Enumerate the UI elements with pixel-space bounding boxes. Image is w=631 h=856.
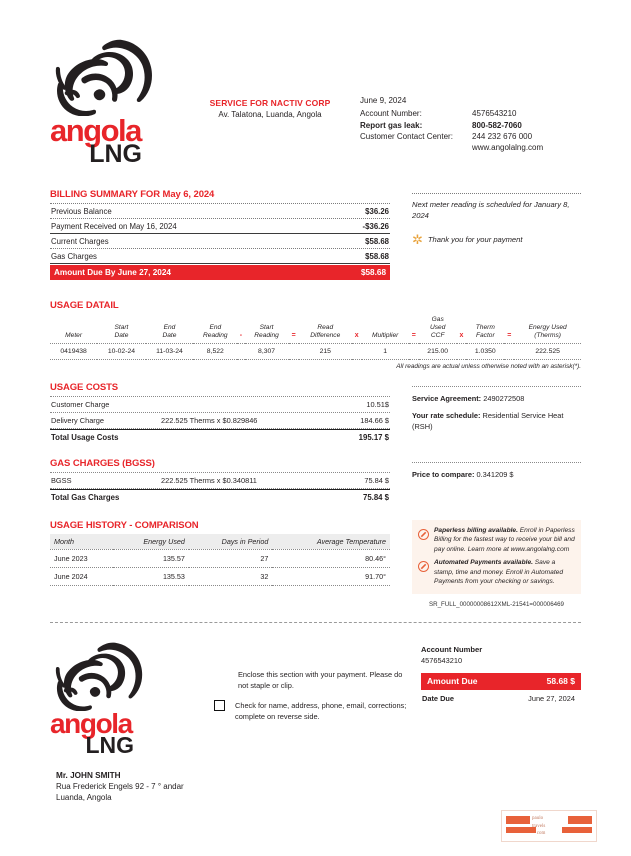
cost-amount: 184.66 $ <box>360 415 389 425</box>
antelope-head-icon <box>50 641 150 711</box>
contact-center-phone: 244 232 676 000 <box>472 132 533 142</box>
rate-schedule-value: Residential Service Heat (RSH) <box>412 410 564 431</box>
gas-charge-amount: 75.84 $ <box>364 475 389 485</box>
watermark-line-2: travels <box>532 823 546 829</box>
star-icon: ✲ <box>412 231 423 247</box>
antelope-head-icon <box>50 38 160 116</box>
cost-label: Delivery Charge <box>51 415 104 425</box>
gas-leak-phone: 800-582-7060 <box>472 120 522 130</box>
brand-logo-top <box>50 38 190 167</box>
col-energy-used: Energy Used <box>113 534 189 550</box>
gas-charges-section <box>50 458 581 505</box>
summary-label: Previous Balance <box>51 206 112 216</box>
op-minus: - <box>239 331 243 339</box>
brand-name-main: angola <box>50 113 141 148</box>
cost-amount: 10.51$ <box>366 399 389 409</box>
summary-amount: $36.26 <box>365 206 389 216</box>
summary-amount: $58.68 <box>365 236 389 246</box>
cell-read-difference: 215 <box>299 343 352 359</box>
cell-energy: 135.57 <box>113 549 189 567</box>
service-agreement-label: Service Agreement: <box>412 393 482 403</box>
table-row <box>50 567 390 585</box>
gas-charge-label: BGSS <box>51 475 72 485</box>
summary-amount: $58.68 <box>365 251 389 261</box>
rate-schedule-label: Your rate schedule: <box>412 410 481 420</box>
gas-leak-label: Report gas leak: <box>360 120 423 130</box>
promotions-block <box>390 520 581 608</box>
payment-stub <box>50 623 581 802</box>
col-start-date: Start Date <box>114 324 129 340</box>
promo-text <box>434 526 575 555</box>
cell-spacer-4 <box>409 343 419 359</box>
stub-instructions <box>200 641 421 802</box>
list-item <box>418 526 575 555</box>
col-end-date: End Date <box>162 324 177 340</box>
website-link[interactable]: www.angolalng.com <box>472 142 544 152</box>
cell-temp: 91.70° <box>272 567 390 585</box>
amount-due-value: $58.68 <box>360 268 386 277</box>
cell-spacer-1 <box>237 343 244 359</box>
gas-leak-row <box>360 120 581 132</box>
notices-block <box>390 189 581 280</box>
gas-charges-total-row <box>50 489 390 505</box>
reference-code: SR_FULL_00000008612XML-21541=000006469 <box>428 600 565 608</box>
bill-header <box>50 0 581 167</box>
col-start-reading: Start Reading <box>254 324 279 340</box>
col-therm-factor: Therm Factor <box>475 324 495 340</box>
next-meter-reading-notice: Next meter reading is scheduled for January 8, 2024 <box>412 200 570 221</box>
summary-label: Current Charges <box>51 236 109 246</box>
corrections-checkbox[interactable] <box>214 700 225 711</box>
table-row <box>50 343 581 359</box>
watermark-text <box>532 815 545 838</box>
usage-detail-title: USAGE DATAIL <box>50 300 119 311</box>
stub-date-due-label: Date Due <box>422 693 455 703</box>
stub-amount-due-label: Amount Due <box>427 676 478 687</box>
cost-desc: 222.525 Therms x $0.829846 <box>161 415 258 425</box>
col-energy-used: Energy Used (Therms) <box>528 324 567 340</box>
cell-therm-factor: 1.0350 <box>466 343 504 359</box>
stub-account-label: Account Number <box>421 644 483 654</box>
usage-detail-table <box>50 314 581 360</box>
gas-charge-desc: 222.525 Therms x $0.340811 <box>161 475 257 485</box>
usage-history-table-wrap <box>50 520 390 608</box>
op-times-2: x <box>459 331 464 339</box>
service-address: Av. Talatona, Luanda, Angola <box>218 110 322 119</box>
price-compare-label: Price to compare: <box>412 469 475 479</box>
account-number-row <box>360 108 581 120</box>
op-times-1: x <box>354 331 359 339</box>
col-meter: Meter <box>65 332 83 340</box>
usage-history-title: USAGE HISTORY - COMPARISON <box>50 519 199 531</box>
cell-days: 32 <box>189 567 272 585</box>
stub-amount-due-value: 58.68 $ <box>546 676 575 687</box>
cell-gas-used-ccf: 215.00 <box>419 343 457 359</box>
amount-due-bar <box>50 265 390 280</box>
gas-charges-table <box>50 458 390 505</box>
usage-history-table <box>50 534 390 586</box>
bill-date: June 9, 2024 <box>360 96 407 105</box>
table-header-row <box>50 314 581 343</box>
thank-you-notice: Thank you for your payment <box>427 234 523 244</box>
billing-summary-table <box>50 189 390 280</box>
cell-start-date: 10-02-24 <box>97 343 145 359</box>
usage-costs-table <box>50 382 390 445</box>
customer-name: Mr. JOHN SMITH <box>56 770 121 780</box>
table-row <box>50 473 390 489</box>
watermark-line-1: paulo <box>532 816 544 821</box>
billing-summary-title: BILLING SUMMARY FOR May 6, 2024 <box>50 189 215 200</box>
service-agreement-block <box>390 382 581 445</box>
col-read-difference: Read Difference <box>310 324 341 340</box>
usage-costs-section <box>50 382 581 445</box>
cell-spacer-3 <box>352 343 362 359</box>
pencil-circle-icon <box>418 526 429 555</box>
op-equals-3: = <box>507 331 512 339</box>
table-row <box>50 249 390 264</box>
price-compare-block <box>390 458 581 505</box>
table-header-row <box>50 534 390 550</box>
col-multiplier: Multiplier <box>371 332 399 340</box>
promo-body: Save a stamp, time and money. Enroll in Automated Payments from your checking or savings. <box>434 559 564 586</box>
cell-month: June 2023 <box>50 549 113 567</box>
col-gas-used-ccf: Gas Used CCF <box>430 316 446 340</box>
cell-spacer-2 <box>289 343 299 359</box>
stub-account-value: 4576543210 <box>421 655 463 665</box>
cell-days: 27 <box>189 549 272 567</box>
promo-body: Enroll in Paperless Billing for the fastest way to receive your bill and pay online. Learn more at www.angolalng.com <box>434 526 575 553</box>
brand-name-sub: LNG <box>89 140 142 168</box>
summary-amount: -$36.26 <box>362 221 389 231</box>
usage-costs-total-row <box>50 429 390 445</box>
brand-wordmark-bottom <box>50 707 200 758</box>
op-equals-1: = <box>291 331 296 339</box>
cell-temp: 80.46° <box>272 549 390 567</box>
cell-energy: 135.53 <box>113 567 189 585</box>
cell-multiplier: 1 <box>362 343 409 359</box>
list-item <box>418 558 575 587</box>
customer-address-line-2: Luanda, Angola <box>56 792 112 802</box>
gas-charges-title: GAS CHARGES (BGSS) <box>50 457 155 469</box>
service-agreement-value: 2490272508 <box>483 393 525 403</box>
stub-amount-due-bar <box>421 673 581 690</box>
brand-name-main: angola <box>50 707 132 739</box>
op-equals-2: = <box>411 331 416 339</box>
brand-wordmark-top <box>50 115 190 167</box>
total-gas-label: Total Gas Charges <box>51 492 120 502</box>
usage-detail-section <box>50 300 581 370</box>
summary-label: Gas Charges <box>51 251 97 261</box>
amount-due-label: Amount Due By June 27, 2024 <box>54 268 171 277</box>
cell-start-reading: 8,307 <box>245 343 289 359</box>
table-row <box>50 549 390 567</box>
contact-center-label: Customer Contact Center: <box>360 132 453 142</box>
usage-history-section <box>50 520 581 608</box>
enclose-note: Enclose this section with your payment. Please do not staple or clip. <box>238 669 403 691</box>
watermark-line-3: com <box>536 831 546 836</box>
usage-costs-title: USAGE COSTS <box>50 381 119 393</box>
table-row <box>50 219 390 234</box>
promo-bold: Paperless billing available. <box>434 526 518 534</box>
corrections-note: Check for name, address, phone, email, corrections; complete on reverse side. <box>235 701 407 722</box>
rate-schedule-row <box>412 410 581 432</box>
cell-spacer-5 <box>457 343 467 359</box>
account-info-block <box>350 38 581 152</box>
col-end-reading: End Reading <box>203 324 228 340</box>
pencil-circle-icon <box>418 558 429 587</box>
cell-end-reading: 8,522 <box>193 343 237 359</box>
cost-label: Customer Charge <box>51 399 110 409</box>
cell-end-date: 11-03-24 <box>146 343 194 359</box>
cell-spacer-6 <box>504 343 514 359</box>
summary-label: Payment Received on May 16, 2024 <box>51 221 177 231</box>
brand-name-sub: LNG <box>85 731 134 758</box>
service-agreement-row <box>412 393 581 404</box>
stub-date-due-row <box>421 690 581 703</box>
thank-you-row <box>412 233 581 246</box>
customer-address-line-1: Rua Frederick Engels 92 - 7 ° andar <box>56 781 184 791</box>
service-for-title: SERVICE FOR NACTIV CORP <box>209 98 331 108</box>
promo-bold: Automated Payments available. <box>434 559 533 567</box>
promo-box <box>412 520 581 594</box>
total-usage-amount: 195.17 $ <box>358 432 389 442</box>
col-average-temperature: Average Temperature <box>272 534 390 550</box>
col-days-in-period: Days in Period <box>189 534 272 550</box>
table-row <box>50 204 390 219</box>
col-month: Month <box>50 534 113 550</box>
price-compare-row <box>412 469 581 480</box>
usage-detail-footnote: All readings are actual unless otherwise noted with an asterisk(*). <box>396 362 581 370</box>
brand-logo-bottom <box>50 641 200 802</box>
table-row <box>50 413 390 429</box>
table-row <box>50 397 390 413</box>
contact-center-row <box>360 131 581 143</box>
table-row <box>50 234 390 249</box>
account-number-label: Account Number: <box>360 109 422 118</box>
price-compare-value: 0.341209 $ <box>476 469 514 479</box>
cell-energy-used: 222.525 <box>514 343 581 359</box>
service-for-block <box>190 38 350 119</box>
billing-summary-section <box>50 189 581 280</box>
promo-text <box>434 558 575 587</box>
stub-account-block <box>421 641 581 802</box>
stub-date-due-value: June 27, 2024 <box>528 693 575 703</box>
corrections-row <box>200 700 407 722</box>
total-usage-label: Total Usage Costs <box>51 432 119 442</box>
account-number-value: 4576543210 <box>472 109 517 118</box>
cell-month: June 2024 <box>50 567 113 585</box>
cell-meter: 0419438 <box>50 343 97 359</box>
paulo-travels-watermark <box>501 810 597 842</box>
customer-address-block <box>56 771 200 802</box>
total-gas-amount: 75.84 $ <box>362 492 389 502</box>
